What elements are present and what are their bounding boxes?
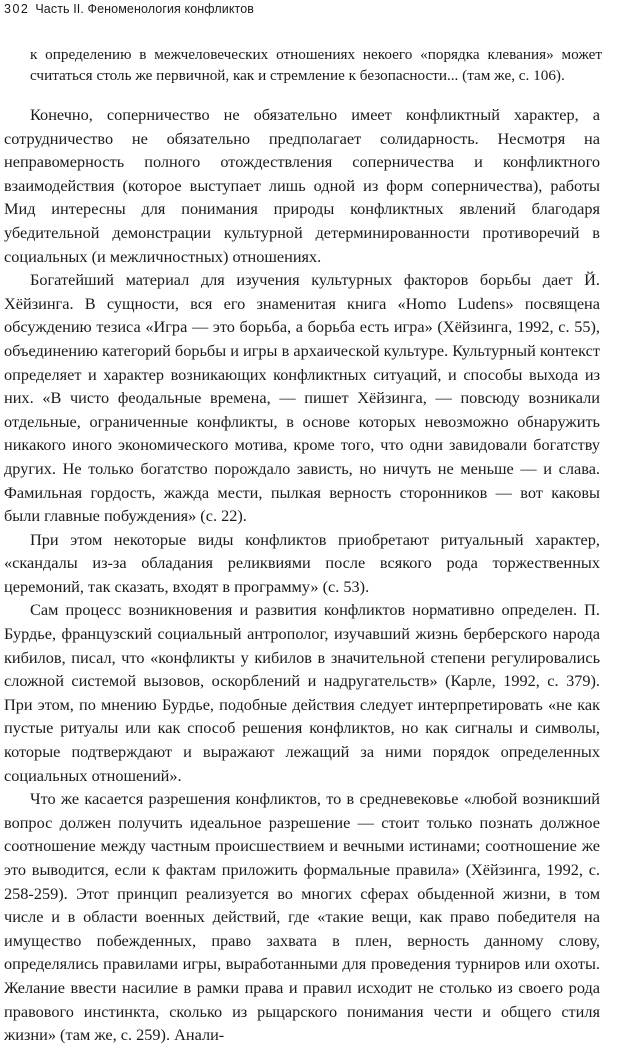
paragraph: Конечно, соперничество не обязательно имеет конфликтный характер, а сотрудничество не обязательно предполагает солидарность. Несмотря на неправомерность полного отождествления соперничества и конфликтного взаимодействия (которое выступает лишь одной из форм соперничества), работы Мид интересны для понимания природы конфликтных явлений благодаря убедительной демонстрации культурной детерминированности противоречий в социальных (и межличностных) отношениях.	[4, 105, 600, 266]
paragraph: Что же касается разрешения конфликтов, то в средневековье «любой возникший вопрос должен получить идеальное разрешение — стоит только познать должное соотношение между частным происшествием и вечными истинами; соотношение же это выводится, если к фактам приложить формальные правила» (Хёйзинга, 1992, с. 258-259). Этот принцип реализуется во многих сферах обыденной жизни, в том числе и в области военных действий, где «такие вещи, как право победителя на имущество побежденных, право захвата в плен, верность данному слову, определялись правилами игры, выработанными для проведения турниров или охоты. Желание ввести насилие в рамки права и правил исходит не столько из своего рода правового инстинкта, сколько из рыцарского понимания чести и общего стиля жизни» (там же, с. 259). Анали-	[4, 789, 600, 1045]
running-title: Часть II. Феноменология конфликтов	[35, 2, 255, 16]
paragraph: При этом некоторые виды конфликтов приобретают ритуальный характер, «скандалы из-за обладания реликвиями после всякого рода торжественных церемоний, так сказать, входят в программу» (с. 53).	[4, 529, 600, 596]
running-header	[4, 2, 254, 16]
main-text	[4, 103, 600, 1047]
block-quote: к определению в межчеловеческих отношениях некоего «порядка клевания» может считаться столь же первичной, как и стремление к безопасности... (там же, с. 106).	[30, 46, 602, 84]
paragraph: Богатейший материал для изучения культурных факторов борьбы дает Й. Хёйзинга. В сущности, вся его знаменитая книга «Homo Ludens» посвящена обсуждению тезиса «Игра — это борьба, а борьба есть игра» (Хёйзинга, 1992, с. 55), объединению категорий борьбы и игры в архаической культуре. Культурный контекст определяет и характер возникающих конфликтных ситуаций, и способы выхода из них. «В чисто феодальные времена, — пишет Хёйзинга, — повсюду возникали отдельные, ограниченные конфликты, в основе которых невозможно обнаружить никакого иного экономического мотива, кроме того, что одни завидовали богатству других. Не только богатство порождало зависть, но ничуть не меньше — и слава. Фамильная гордость, жажда мести, пылкая верность сторонников — вот каковы были главные побуждения» (с. 22).	[4, 270, 600, 526]
page-number: 302	[4, 2, 30, 16]
paragraph: Сам процесс возникновения и развития конфликтов нормативно определен. П. Бурдье, французский социальный антрополог, изучавший жизнь берберского народа кибилов, писал, что «конфликты у кибилов в значительной степени регулировались сложной системой вызовов, оскорблений и надругательств» (Карле, 1992, с. 379). При этом, по мнению Бурдье, подобные действия следует интерпретировать «не как пустые ритуалы или как способ решения конфликтов, но как сигналы и символы, которые подтверждают и выражают лежащий за ними порядок определенных социальных отношений».	[4, 600, 600, 785]
